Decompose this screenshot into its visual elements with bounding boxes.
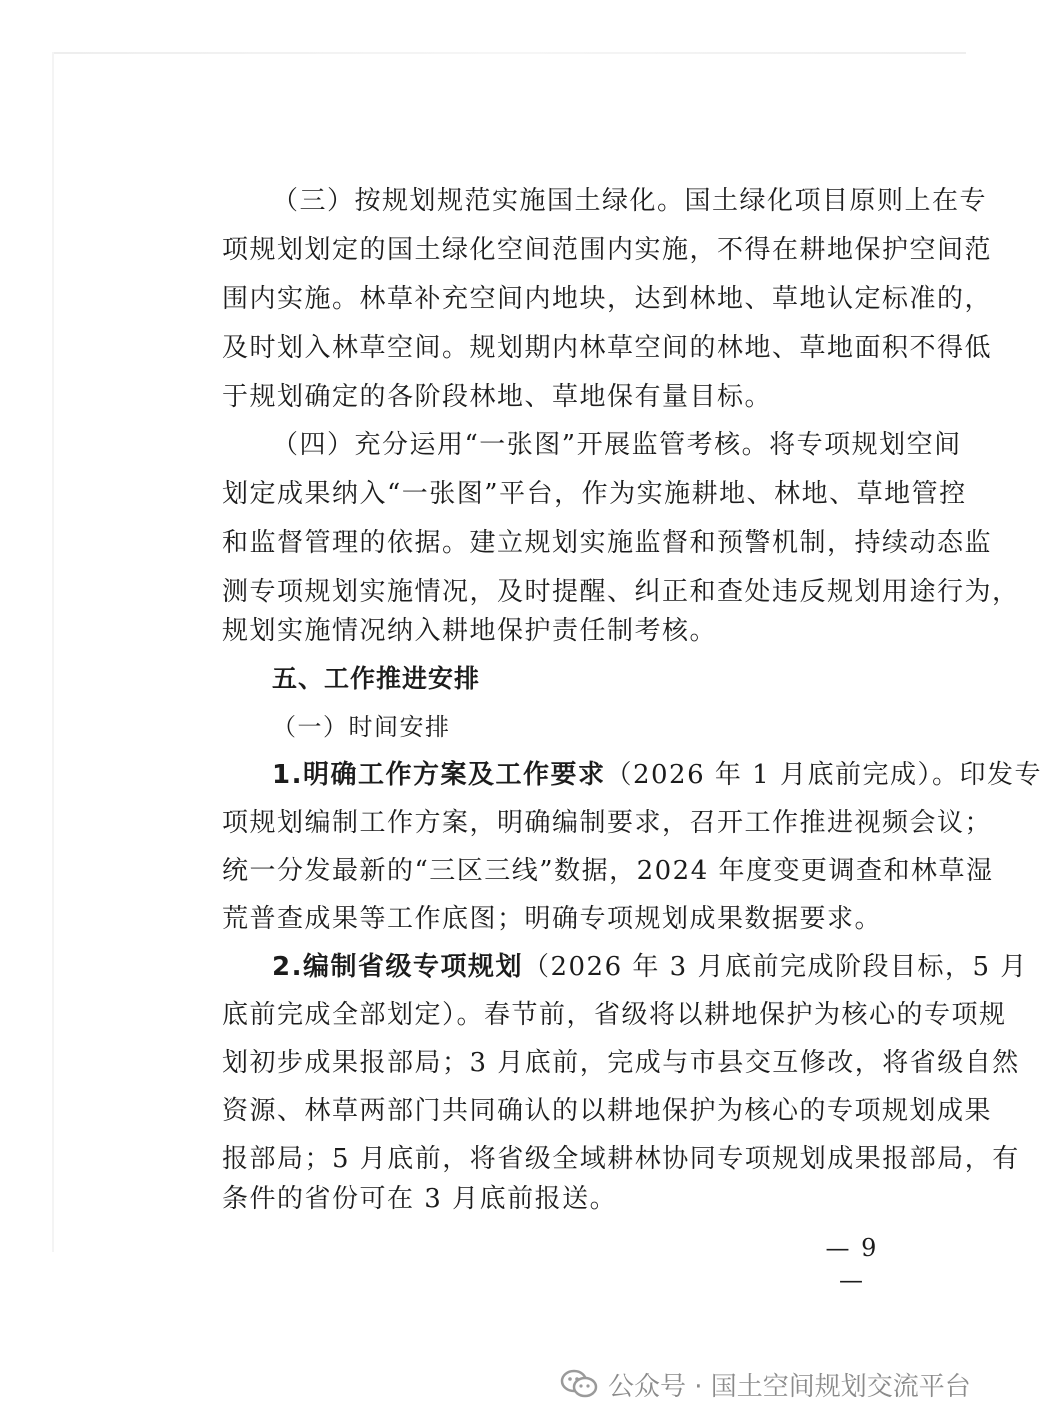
item-2-first-rest: （2026 年 3 月底前完成阶段目标，5 月 — [522, 952, 1028, 982]
paragraph-4-line-2: 划定成果纳入“一张图”平台，作为实施耕地、林地、草地管控 — [222, 479, 967, 509]
paragraph-4-line-4: 测专项规划实施情况，及时提醒、纠正和查处违反规划用途行为， — [222, 577, 1020, 607]
watermark — [560, 1364, 1000, 1404]
item-1-line-4: 荒普查成果等工作底图；明确专项规划成果数据要求。 — [222, 904, 883, 934]
item-2-line-5: 报部局；5 月底前，将省级全域耕林协同专项规划成果报部局，有 — [222, 1144, 1020, 1174]
paragraph-4-line-3: 和监督管理的依据。建立规划实施监督和预警机制，持续动态监 — [222, 528, 993, 558]
watermark-text: 公众号 · 国土空间规划交流平台 — [608, 1371, 971, 1402]
paragraph-3-line-4: 及时划入林草空间。规划期内林草空间的林地、草地面积不得低 — [222, 333, 993, 363]
paragraph-4-line-1: （四）充分运用“一张图”开展监管考核。将专项规划空间 — [272, 430, 962, 460]
page-top-edge — [52, 52, 966, 54]
item-2-line-4: 资源、林草两部门共同确认的以耕地保护为核心的专项规划成果 — [222, 1096, 993, 1126]
paragraph-4-line-5: 规划实施情况纳入耕地保护责任制考核。 — [222, 616, 718, 646]
paragraph-3-line-2: 项规划划定的国土绿化空间范围内实施，不得在耕地保护空间范 — [222, 235, 993, 265]
section-heading: 五、工作推进安排 — [272, 664, 481, 693]
item-2-line-1 — [272, 950, 1028, 984]
item-1-line-1 — [272, 758, 1042, 792]
page-left-edge — [52, 52, 54, 1252]
wechat-icon — [560, 1369, 598, 1399]
paragraph-3-line-1: （三）按规划规范实施国土绿化。国土绿化项目原则上在专 — [272, 186, 988, 216]
sub-heading: （一）时间安排 — [272, 713, 451, 741]
item-1-line-3: 统一分发最新的“三区三线”数据，2024 年度变更调查和林草湿 — [222, 856, 994, 886]
item-1-first-rest: （2026 年 1 月底前完成）。印发专 — [605, 760, 1042, 790]
item-2-line-3: 划初步成果报部局；3 月底前，完成与市县交互修改，将省级自然 — [222, 1048, 1020, 1078]
page-number: — 9 — — [825, 1234, 879, 1294]
item-2-line-2: 底前完成全部划定）。春节前，省级将以耕地保护为核心的专项规 — [222, 1000, 1007, 1030]
item-2-line-6: 条件的省份可在 3 月底前报送。 — [222, 1184, 618, 1214]
item-2-lead: 2.编制省级专项规划 — [272, 952, 523, 982]
item-1-lead: 1.明确工作方案及工作要求 — [272, 760, 606, 790]
paragraph-3-line-3: 围内实施。林草补充空间内地块，达到林地、草地认定标准的， — [222, 284, 993, 314]
paragraph-3-line-5: 于规划确定的各阶段林地、草地保有量目标。 — [222, 382, 773, 412]
item-1-line-2: 项规划编制工作方案，明确编制要求，召开工作推进视频会议； — [222, 808, 993, 838]
